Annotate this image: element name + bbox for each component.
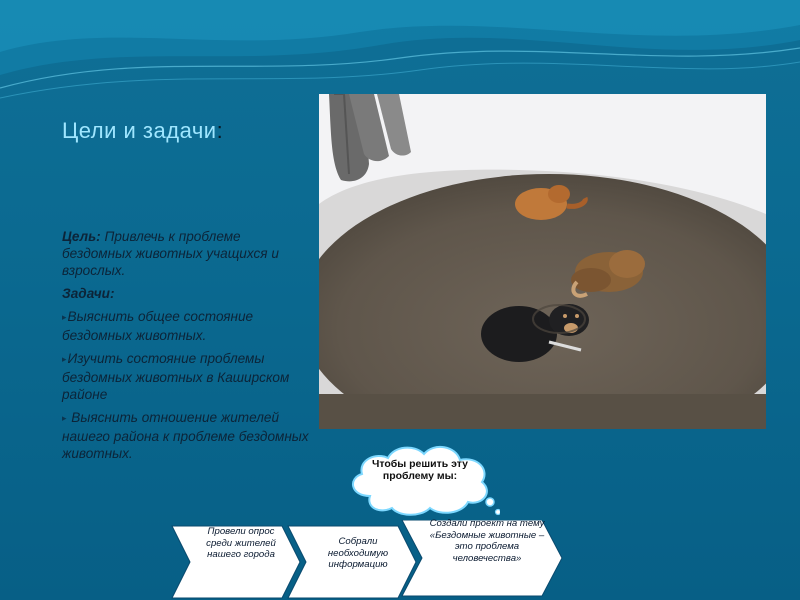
task-item <box>62 350 312 403</box>
slide-title-colon: : <box>216 118 224 143</box>
callout-text: Чтобы решить эту проблему мы: <box>371 458 469 482</box>
task-item <box>62 409 312 462</box>
goals-text-block <box>62 228 312 468</box>
stray-dogs-photo <box>319 94 766 429</box>
step-text-2: Собрали необходимую информацию <box>327 536 389 570</box>
task-text: Выяснить общее состояние бездомных животных. <box>62 309 254 343</box>
step-text-3: Создали проект на тему «Бездомные животные –это проблема человечества» <box>429 518 545 564</box>
tasks-label: Задачи: <box>62 286 115 301</box>
task-text: Изучить состояние проблемы бездомных животных в Каширском районе <box>62 351 290 402</box>
tasks-paragraph <box>62 285 312 302</box>
goal-text: Привлечь к проблеме бездомных животных учащихся и взрослых. <box>62 229 279 278</box>
slide-title-text: Цели и задачи <box>62 118 217 143</box>
goal-label: Цель: <box>62 229 101 244</box>
slide-title <box>62 118 223 144</box>
task-text: Выяснить отношение жителей нашего района к проблеме бездомных животных. <box>62 410 309 461</box>
step-text-1: Провели опрос среди жителей нашего города <box>206 526 276 560</box>
task-item <box>62 308 312 344</box>
goal-paragraph <box>62 228 312 279</box>
